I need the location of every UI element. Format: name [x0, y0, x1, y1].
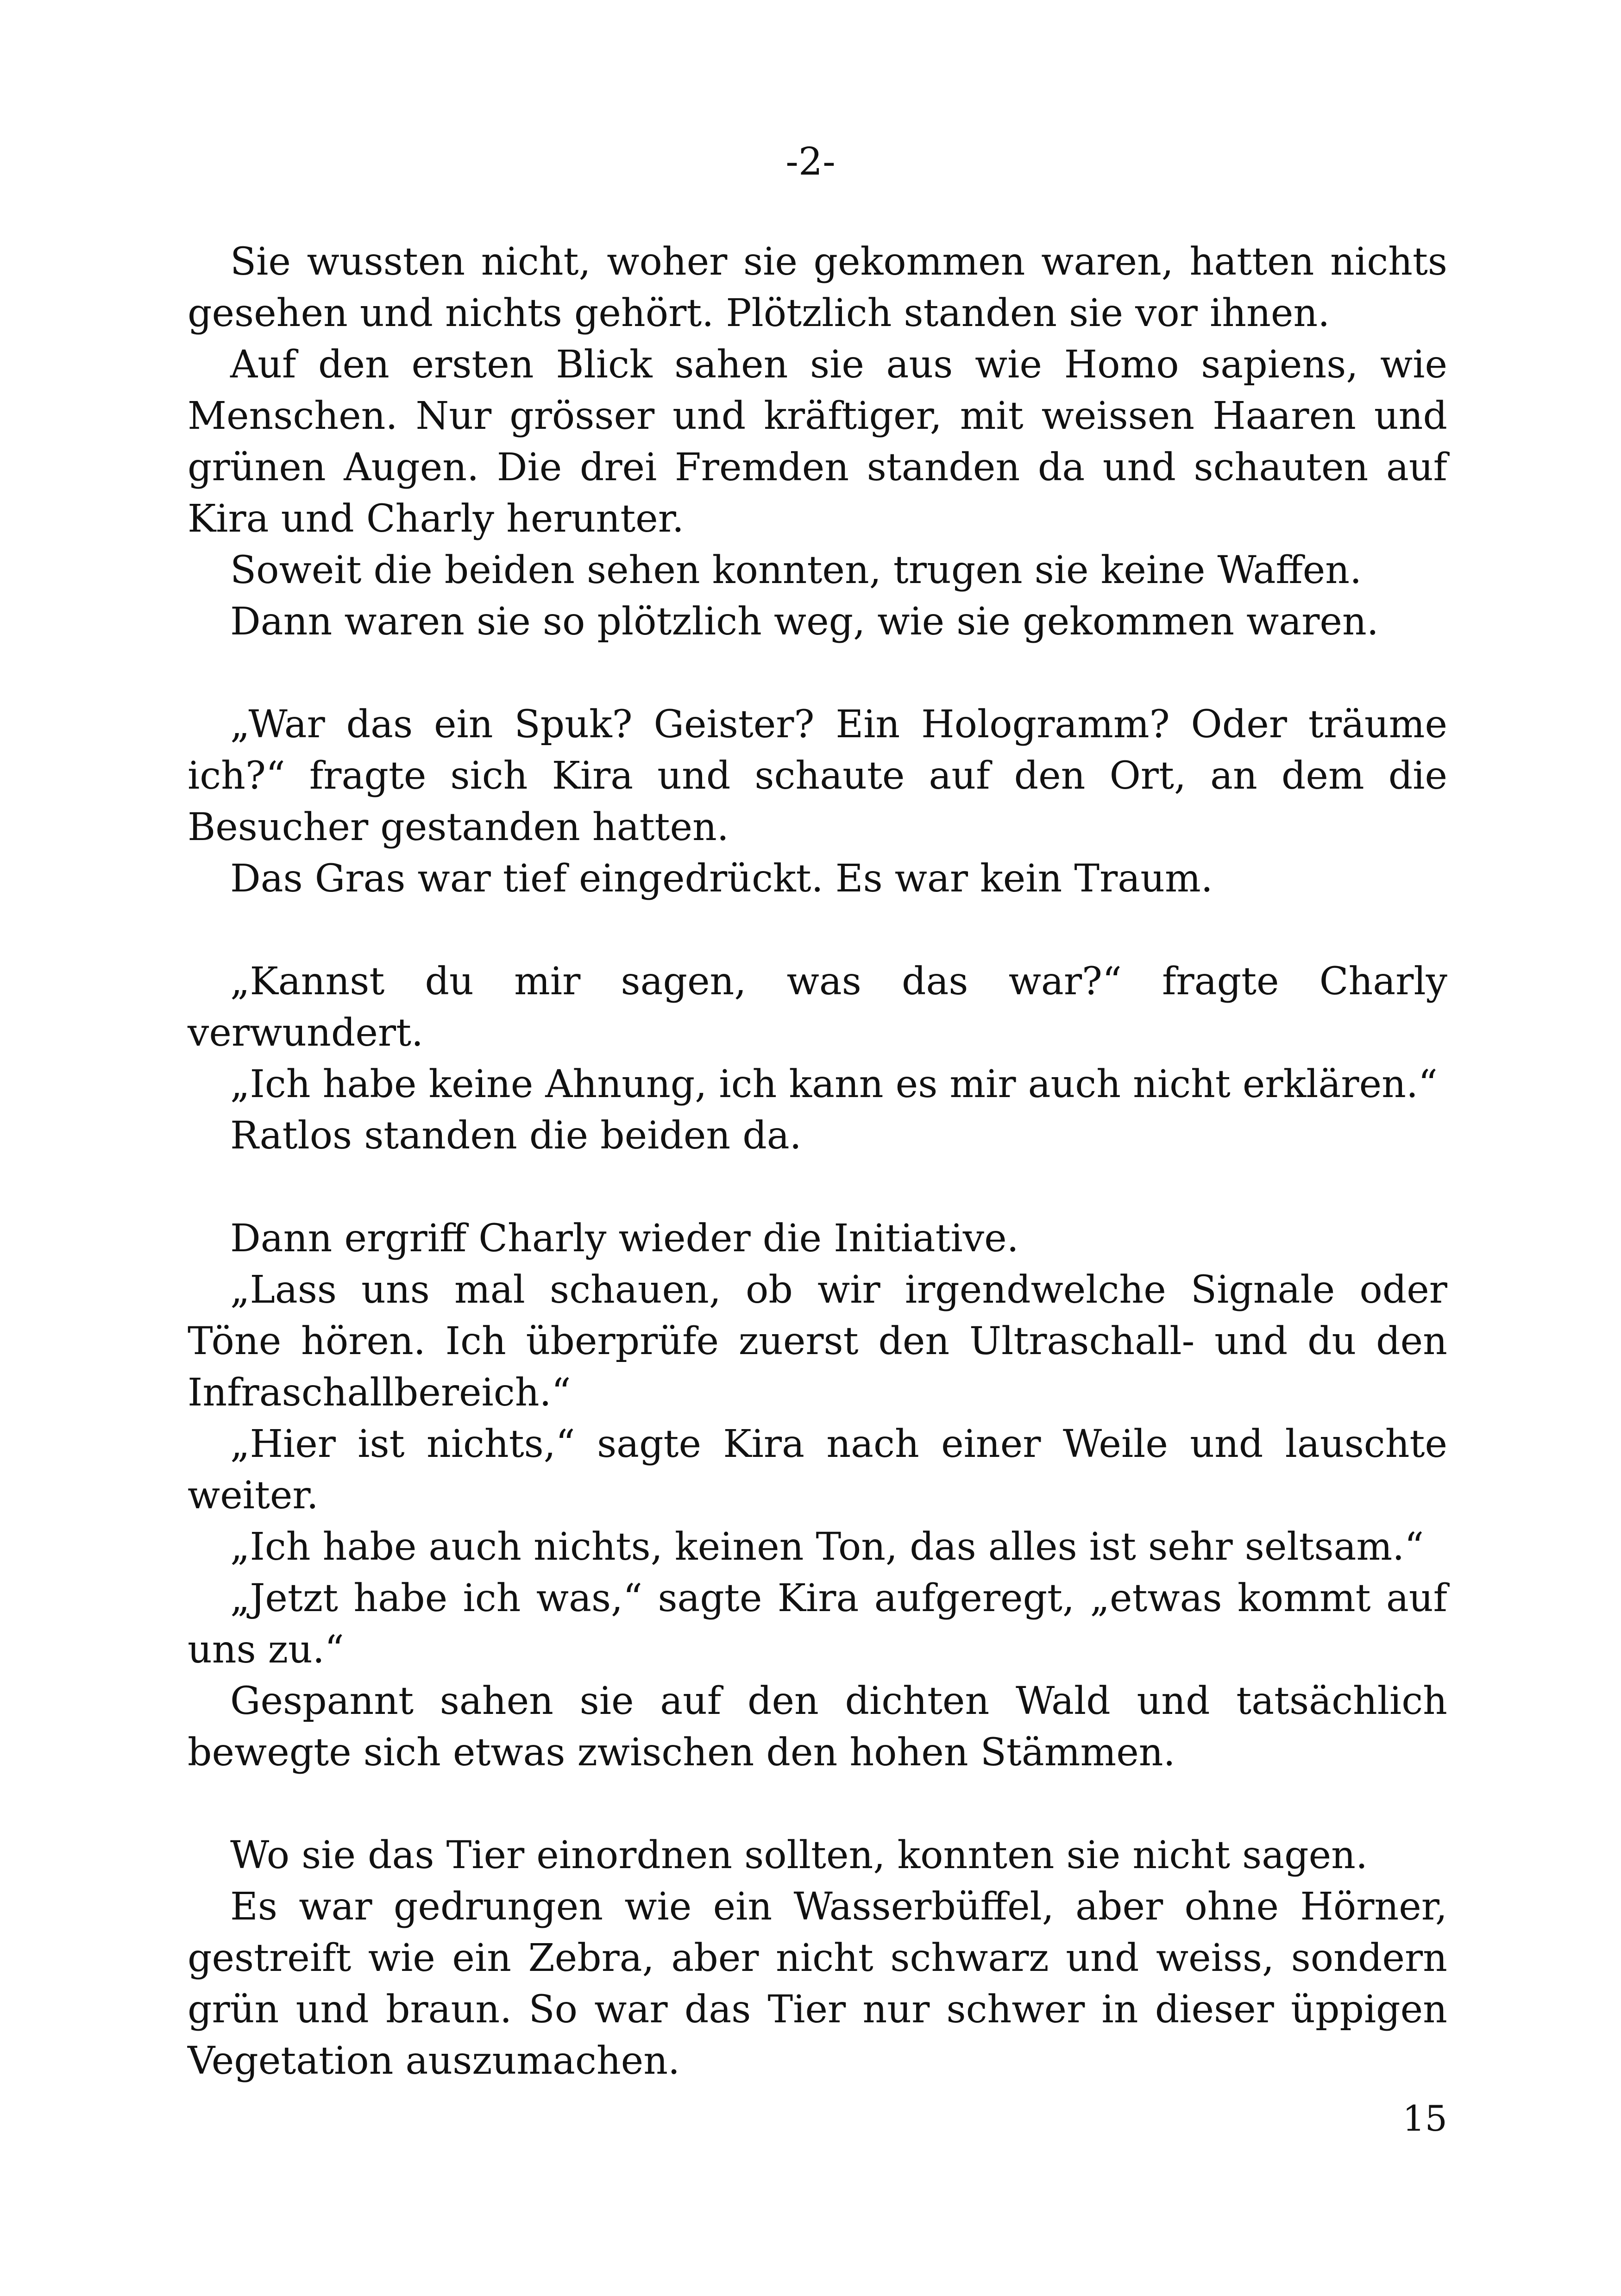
paragraph: Das Gras war tief eingedrückt. Es war kein Traum.: [230, 857, 1213, 901]
section-break: [188, 647, 1447, 699]
paragraph: Auf den ersten Blick sahen sie aus wie Homo sapiens, wie Menschen. Nur grösser und kräftiger, mit weissen Haaren und grünen Augen. Die drei Fremden standen da und schauten auf Kira und Charly herunter.: [188, 343, 1447, 541]
paragraph: „Lass uns mal schauen, ob wir irgendwelche Signale oder Töne hören. Ich überprüfe zuerst den Ultraschall- und du den Infraschallbereich.“: [188, 1268, 1447, 1415]
page-number: 15: [1402, 2098, 1447, 2139]
paragraph: Wo sie das Tier einordnen sollten, konnten sie nicht sagen.: [230, 1833, 1368, 1877]
paragraph: „Kannst du mir sagen, was das war?“ fragte Charly verwundert.: [188, 960, 1447, 1055]
paragraph: Ratlos standen die beiden da.: [230, 1114, 802, 1158]
paragraph: Es war gedrungen wie ein Wasserbüffel, aber ohne Hörner, gestreift wie ein Zebra, aber nicht schwarz und weiss, sondern grün und braun. So war das Tier nur schwer in dieser üppigen Vegetation auszumachen.: [188, 1885, 1447, 2083]
chapter-heading: -2-: [785, 140, 836, 184]
paragraph: „War das ein Spuk? Geister? Ein Hologramm? Oder träume ich?“ fragte sich Kira und schaute auf den Ort, an dem die Besucher gestanden hatten.: [188, 703, 1447, 849]
paragraph: Gespannt sahen sie auf den dichten Wald und tatsächlich bewegte sich etwas zwischen den hohen Stämmen.: [188, 1679, 1447, 1775]
paragraph: Dann waren sie so plötzlich weg, wie sie gekommen waren.: [230, 600, 1379, 644]
paragraph: Sie wussten nicht, woher sie gekommen waren, hatten nichts gesehen und nichts gehört. Plötzlich standen sie vor ihnen.: [188, 240, 1447, 335]
paragraph: „Ich habe keine Ahnung, ich kann es mir auch nicht erklären.“: [230, 1062, 1438, 1106]
section-break: [188, 904, 1447, 956]
paragraph: „Ich habe auch nichts, keinen Ton, das alles ist sehr seltsam.“: [230, 1525, 1424, 1569]
section-break: [188, 1161, 1447, 1213]
paragraph: Dann ergriff Charly wieder die Initiative.: [230, 1217, 1019, 1261]
paragraph: „Jetzt habe ich was,“ sagte Kira aufgeregt, „etwas kommt auf uns zu.“: [188, 1576, 1447, 1672]
paragraph: Soweit die beiden sehen konnten, trugen sie keine Waffen.: [230, 548, 1362, 592]
body-text: [188, 236, 1447, 2087]
paragraph: „Hier ist nichts,“ sagte Kira nach einer Weile und lauschte weiter.: [188, 1422, 1447, 1518]
section-break: [188, 1778, 1447, 1830]
